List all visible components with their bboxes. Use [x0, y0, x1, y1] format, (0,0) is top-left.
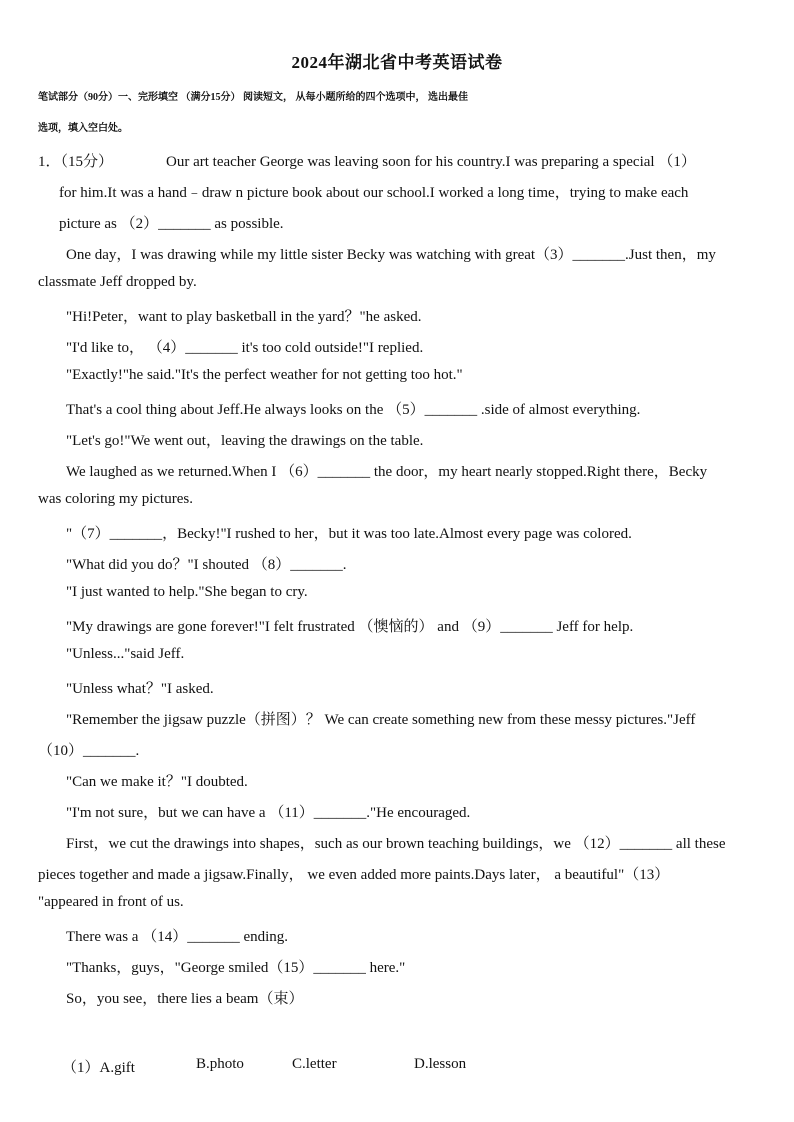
passage-line: We laughed as we returned.When I （6）_______ the door，my heart nearly stopped.Right there，Becky [66, 464, 708, 480]
section-instructions-line-2: 选项，填入空白处。 [38, 123, 128, 134]
passage-line: Our art teacher George was leaving soon for his country.I was preparing a special （1） [166, 154, 696, 170]
page-title: 2024年湖北省中考英语试卷 [291, 53, 503, 72]
passage-line: pieces together and made a jigsaw.Finally， we even added more paints.Days later， a beautiful"（13） [38, 867, 670, 883]
section-instructions-line-1: 笔试部分（90分）一、完形填空 （满分15分） 阅读短文， 从每小题所给的四个选项中， 选出最佳 [38, 92, 468, 103]
passage-line: "Remember the jigsaw puzzle（拼图）？ We can create something new from these messy pictures."Jeff [66, 712, 696, 728]
passage-line: That's a cool thing about Jeff.He always looks on the （5）_______ .side of almost everything. [66, 402, 641, 418]
passage-line: picture as （2）_______ as possible. [59, 216, 284, 232]
passage-line: "Let's go!"We went out，leaving the drawings on the table. [66, 433, 424, 449]
passage-line: was coloring my pictures. [38, 491, 193, 507]
question-number: 1．（15分） [38, 154, 114, 170]
passage-line: So，you see，there lies a beam（束） [66, 991, 304, 1007]
passage-line: "Exactly!"he said."It's the perfect weather for not getting too hot." [66, 367, 463, 383]
passage-line: "Unless..."said Jeff. [66, 646, 185, 662]
passage-line: for him.It was a hand﹣draw n picture book about our school.I worked a long time，trying to make each [59, 185, 689, 201]
option-b: B.photo [196, 1056, 244, 1072]
passage-line: "Thanks，guys，"George smiled（15）_______ here." [66, 960, 406, 976]
passage-line: "I'm not sure，but we can have a （11）_______."He encouraged. [66, 805, 471, 821]
passage-line: "What did you do？"I shouted （8）_______. [66, 557, 347, 573]
option-c: C.letter [292, 1056, 337, 1072]
passage-line: "My drawings are gone forever!"I felt frustrated （懊恼的） and （9）_______ Jeff for help. [66, 619, 634, 635]
passage-line: "Hi!Peter，want to play basketball in the yard？"he asked. [66, 309, 422, 325]
passage-line: There was a （14）_______ ending. [66, 929, 289, 945]
passage-line: "I'd like to， （4）_______ it's too cold outside!"I replied. [66, 340, 424, 356]
passage-line: "（7）_______，Becky!"I rushed to her，but it was too late.Almost every page was colored. [66, 526, 632, 542]
option-d: D.lesson [414, 1056, 467, 1072]
passage-line: （10）_______. [38, 743, 140, 759]
passage-line: "I just wanted to help."She began to cry. [66, 584, 308, 600]
passage-line: classmate Jeff dropped by. [38, 274, 197, 290]
passage-line: "appeared in front of us. [38, 894, 184, 910]
passage-line: First，we cut the drawings into shapes，such as our brown teaching buildings，we （12）_______ all these [66, 836, 726, 852]
passage-line: "Can we make it？"I doubted. [66, 774, 248, 790]
passage-line: One day，I was drawing while my little sister Becky was watching with great（3）_______.Just then，my [66, 247, 716, 263]
option-a: （1）A.gift [62, 1060, 135, 1076]
passage-line: "Unless what？"I asked. [66, 681, 214, 697]
